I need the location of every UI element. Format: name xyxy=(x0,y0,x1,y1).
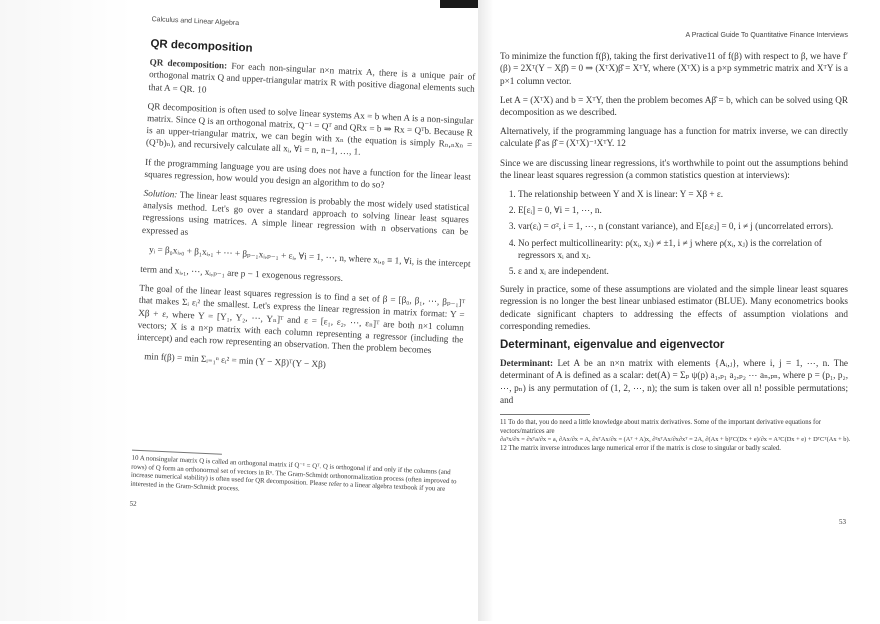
solution-paragraph xyxy=(142,187,470,251)
page-number-left: 52 xyxy=(129,499,137,508)
qr-section-title: QR decomposition xyxy=(150,38,253,55)
left-footnotes xyxy=(130,444,458,504)
regression-tail: term and xᵢ,₁, ⋯, xᵢ,ₚ₋₁ are p − 1 exogenous regressors. xyxy=(140,263,344,284)
footnote-11: 11 To do that, you do need a little knowledge about matrix derivatives. Some of the important derivative equations for vectors/matrices are xyxy=(500,419,821,435)
footnote-11-equations: ∂aᵀx/∂x = ∂xᵀa/∂x = a, ∂Ax/∂x = A, ∂xᵀAx/∂x = (Aᵀ + A)x, ∂²xᵀAx/∂x∂xᵀ = 2A, ∂(Ax + b)ᵀC(Dx + e)/∂x = AᵀC(Dx + e) + DᵀCᵀ(Ax + b). xyxy=(500,436,851,444)
matrix-inverse-paragraph: Alternatively, if the programming language has a function for matrix inverse, we can directly calculate β̂ as β̂ = (XᵀX)⁻¹XᵀY. 12 xyxy=(500,126,848,149)
left-page xyxy=(123,10,480,624)
solution-text: The linear least squares regression is probably the most widely used statistical analysis method. Let's go over a standard approach to solving linear least squares regressions using matrices. A simple linear regression with n observations can be expressed as xyxy=(141,189,470,238)
determinant-text: Let A be an n×n matrix with elements {Aᵢ,ⱼ}, where i, j = 1, ⋯, n. The determinant of A is defined as a scalar: det(A) = Σₚ ψ(p) a₁,ₚ₁ a₂,ₚ₂ ⋯ aₙ,ₚₙ, where p = (p₁, p₂, ⋯, pₙ) is any permutation of (1, 2, ⋯, n); the sum is taken over all n! possible permutations; and xyxy=(500,358,849,405)
assumption-item: 3. var(εᵢ) = σ², i = 1, ⋯, n (constant variance), and E[εᵢεⱼ] = 0, i ≠ j (uncorrelated errors). xyxy=(518,220,848,232)
footnote-10: 10 A nonsingular matrix Q is called an orthogonal matrix if Q⁻¹ = Qᵀ. Q is orthogonal if and only if the columns (and rows) of Q form an orthonormal set of vectors in Rⁿ. The Gram-Schmidt orthonormalization process (often improved to increase numerical stability) is often used for QR decomposition. Please refer to a linear algebra textbook if you are interested in the Gram-Schmidt process. xyxy=(130,454,457,494)
footnote-12: 12 The matrix inverse introduces large numerical error if the matrix is close to singular or badly scaled. xyxy=(500,444,781,452)
regression-equation: yᵢ = β₀xᵢ,₀ + β₁xᵢ,₁ + ⋯ + βₚ₋₁xᵢ,ₚ₋₁ + εᵢ, ∀i = 1, ⋯, n, where xᵢ,₀ ≡ 1, ∀i, is the intercept xyxy=(148,244,471,269)
goal-paragraph: The goal of the linear least squares regression is to find a set of β = [β₀, β₁, ⋯, βₚ₋₁]ᵀ that makes Σᵢ εᵢ² the smallest. Let's express the linear regression in matrix format: Y = Xβ + ε, where Y = [Y₁, Y₂, ⋯, Yₙ]ᵀ and ε = [ε₁, ε₂, ⋯, εₙ]ᵀ are both n×1 column vectors; X is a n×p matrix with each column representing a regressor (including the intercept) and each row representing an observation. Then the problem becomes xyxy=(136,283,466,356)
assumption-item: 4. No perfect multicollinearity: ρ(xᵢ, xⱼ) ≠ ±1, i ≠ j where ρ(xᵢ, xⱼ) is the correlation of regressors xᵢ and xⱼ. xyxy=(518,237,848,261)
footnote-rule xyxy=(132,450,222,455)
page-number-right: 53 xyxy=(839,518,846,526)
qr-definition-label: QR decomposition: xyxy=(149,57,228,71)
qr-definition xyxy=(148,56,475,107)
solution-label: Solution: xyxy=(143,187,178,200)
footnote-rule xyxy=(500,414,590,415)
qr-usage-paragraph: QR decomposition is often used to solve linear systems Ax = b when A is a non-singular matrix. Since Q is an orthogonal matrix, Q⁻¹ = Qᵀ and QRx = b ⇒ Rx = Qᵀb. Because R is an upper-triangular matrix, we can begin with xₙ (the equation is simply Rₙ,ₙxₙ = (Qᵀb)ₙ), and recursively calculate all xᵢ, ∀i = n, n−1, …, 1. xyxy=(145,100,474,158)
determinant-section-title: Determinant, eigenvalue and eigenvector xyxy=(500,339,725,352)
assumption-item: 5. ε and xᵢ are independent. xyxy=(518,265,848,277)
determinant-definition xyxy=(500,357,848,406)
assumptions-list xyxy=(500,188,848,277)
right-running-head: A Practical Guide To Quantitative Finance Interviews xyxy=(685,32,848,39)
assumption-item: 1. The relationship between Y and X is linear: Y = Xβ + ε. xyxy=(518,188,848,200)
determinant-label: Determinant: xyxy=(500,358,554,369)
qr-definition-text: For each non-singular n×n matrix A, there is a unique pair of orthogonal matrix Q and upper-triangular matrix R with positive diagonal elements such that A = QR. 10 xyxy=(148,60,476,95)
minimization-equation: min f(β) = min Σᵢ₌₁ⁿ εᵢ² = min (Y − Xβ)ᵀ(Y − Xβ) xyxy=(144,351,327,370)
right-footnotes xyxy=(500,414,851,453)
interview-question: If the programming language you are using does not have a function for the linear least squares regression, how would you design an algorithm to do so? xyxy=(144,156,472,190)
assumption-item: 2. E[εᵢ] = 0, ∀i = 1, ⋯, n. xyxy=(518,204,848,216)
assumptions-intro: Since we are discussing linear regressions, it's worthwhile to point out the assumptions behind the linear least squares regression (a common statistics question at interviews): xyxy=(500,157,848,180)
left-running-head: Calculus and Linear Algebra xyxy=(151,16,240,28)
scan-shadow xyxy=(440,0,482,8)
blue-paragraph: Surely in practice, some of these assumptions are violated and the simple linear least squares regression is no longer the best linear unbiased estimator (BLUE). Many econometrics books dedicate significant chapters to addressing the effects of assumption violations and corresponding remedies. xyxy=(500,284,848,331)
scan-margin xyxy=(0,0,132,621)
right-page xyxy=(500,30,851,615)
qr-application-paragraph: Let A = (XᵀX) and b = XᵀY, then the problem becomes Aβ̂ = b, which can be solved using QR decomposition as we described. xyxy=(500,94,848,118)
derivative-paragraph: To minimize the function f(β), taking the first derivative11 of f(β) with respect to β, we have f′(β) = 2Xᵀ(Y − Xβ̂) = 0 ⇒ (XᵀX)β̂ = XᵀY, where (XᵀX) is a p×p symmetric matrix and XᵀY is a p×1 column vector. xyxy=(500,51,848,86)
left-page-body xyxy=(136,38,477,385)
